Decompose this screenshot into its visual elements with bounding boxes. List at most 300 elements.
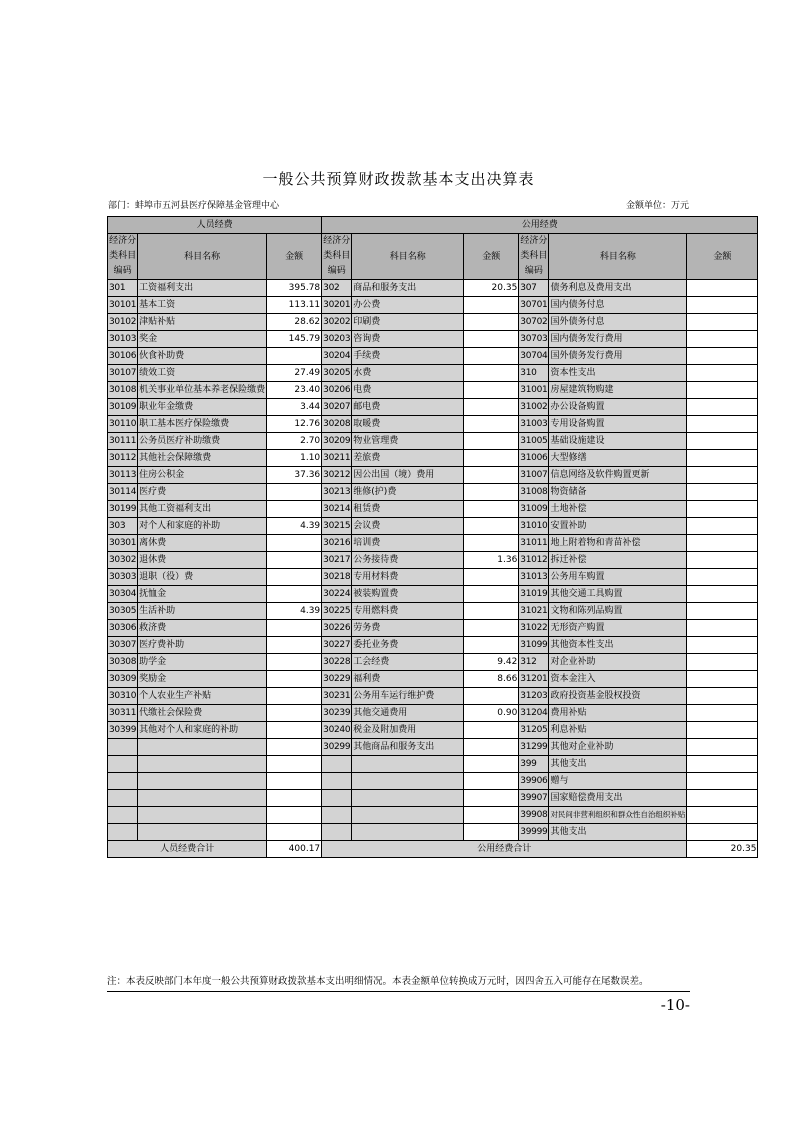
cell-code-3: 31006 bbox=[519, 450, 549, 467]
cell-code-2: 30227 bbox=[322, 637, 352, 654]
cell-code-3: 30704 bbox=[519, 348, 549, 365]
cell-name-3: 拆迁补偿 bbox=[549, 552, 687, 569]
cell-name-2: 工会经费 bbox=[352, 654, 464, 671]
cell-name-1 bbox=[138, 824, 267, 841]
header-amount-2: 金额 bbox=[464, 234, 519, 280]
cell-code-2: 30211 bbox=[322, 450, 352, 467]
cell-code-2: 30226 bbox=[322, 620, 352, 637]
cell-code-3: 31007 bbox=[519, 467, 549, 484]
cell-amount-3 bbox=[687, 654, 758, 671]
header-code-1: 经济分类科目编码 bbox=[108, 234, 138, 280]
cell-name-2: 公务用车运行维护费 bbox=[352, 688, 464, 705]
table-row bbox=[108, 399, 758, 416]
cell-code-3: 312 bbox=[519, 654, 549, 671]
cell-code-1 bbox=[108, 739, 138, 756]
cell-amount-2 bbox=[464, 620, 519, 637]
cell-code-2: 30240 bbox=[322, 722, 352, 739]
cell-name-1: 对个人和家庭的补助 bbox=[138, 518, 267, 535]
cell-code-1: 30309 bbox=[108, 671, 138, 688]
cell-name-1 bbox=[138, 790, 267, 807]
table-row bbox=[108, 348, 758, 365]
cell-code-3: 31201 bbox=[519, 671, 549, 688]
cell-name-1: 退职（役）费 bbox=[138, 569, 267, 586]
cell-code-1: 30311 bbox=[108, 705, 138, 722]
cell-code-1: 303 bbox=[108, 518, 138, 535]
cell-code-2: 30208 bbox=[322, 416, 352, 433]
cell-amount-1: 4.39 bbox=[267, 518, 322, 535]
cell-code-2: 302 bbox=[322, 280, 352, 297]
cell-amount-2: 8.66 bbox=[464, 671, 519, 688]
cell-code-3: 31204 bbox=[519, 705, 549, 722]
cell-name-1 bbox=[138, 756, 267, 773]
cell-code-1: 30111 bbox=[108, 433, 138, 450]
cell-amount-1: 113.11 bbox=[267, 297, 322, 314]
cell-name-3: 土地补偿 bbox=[549, 501, 687, 518]
cell-amount-1 bbox=[267, 348, 322, 365]
cell-name-3: 其他支出 bbox=[549, 824, 687, 841]
cell-code-1: 30301 bbox=[108, 535, 138, 552]
table-row bbox=[108, 654, 758, 671]
cell-amount-2 bbox=[464, 739, 519, 756]
cell-name-1: 生活补助 bbox=[138, 603, 267, 620]
cell-name-2 bbox=[352, 790, 464, 807]
cell-code-1: 30107 bbox=[108, 365, 138, 382]
cell-name-3: 对企业补助 bbox=[549, 654, 687, 671]
cell-amount-1 bbox=[267, 756, 322, 773]
cell-code-2: 30207 bbox=[322, 399, 352, 416]
cell-name-2: 电费 bbox=[352, 382, 464, 399]
cell-amount-3 bbox=[687, 518, 758, 535]
personnel-total-value: 400.17 bbox=[267, 841, 322, 858]
cell-code-2: 30228 bbox=[322, 654, 352, 671]
cell-name-1: 医疗费 bbox=[138, 484, 267, 501]
table-row bbox=[108, 705, 758, 722]
cell-name-1: 机关事业单位基本养老保险缴费 bbox=[138, 382, 267, 399]
cell-name-1: 抚恤金 bbox=[138, 586, 267, 603]
cell-name-2: 取暖费 bbox=[352, 416, 464, 433]
section-personnel: 人员经费 bbox=[108, 217, 322, 234]
cell-name-2: 因公出国（境）费用 bbox=[352, 467, 464, 484]
cell-code-2: 30218 bbox=[322, 569, 352, 586]
cell-code-1: 30106 bbox=[108, 348, 138, 365]
cell-amount-1 bbox=[267, 807, 322, 824]
cell-name-3: 其他对企业补助 bbox=[549, 739, 687, 756]
table-row bbox=[108, 824, 758, 841]
cell-name-2: 印刷费 bbox=[352, 314, 464, 331]
table-row bbox=[108, 671, 758, 688]
cell-name-3: 对民间非营利组织和群众性自治组织补贴 bbox=[549, 807, 687, 824]
cell-amount-3 bbox=[687, 450, 758, 467]
cell-amount-3 bbox=[687, 807, 758, 824]
cell-amount-1: 28.62 bbox=[267, 314, 322, 331]
cell-name-1 bbox=[138, 807, 267, 824]
cell-code-1: 30302 bbox=[108, 552, 138, 569]
cell-name-2: 其他商品和服务支出 bbox=[352, 739, 464, 756]
cell-amount-3 bbox=[687, 399, 758, 416]
cell-amount-3 bbox=[687, 824, 758, 841]
cell-code-2: 30231 bbox=[322, 688, 352, 705]
cell-name-2 bbox=[352, 756, 464, 773]
cell-amount-2 bbox=[464, 688, 519, 705]
cell-name-2: 其他交通费用 bbox=[352, 705, 464, 722]
cell-code-2: 30204 bbox=[322, 348, 352, 365]
cell-name-2: 福利费 bbox=[352, 671, 464, 688]
cell-code-2 bbox=[322, 790, 352, 807]
cell-amount-3 bbox=[687, 603, 758, 620]
cell-name-3: 专用设备购置 bbox=[549, 416, 687, 433]
cell-name-2: 手续费 bbox=[352, 348, 464, 365]
cell-amount-2 bbox=[464, 331, 519, 348]
cell-name-2: 委托业务费 bbox=[352, 637, 464, 654]
cell-code-1: 30303 bbox=[108, 569, 138, 586]
cell-name-3: 公务用车购置 bbox=[549, 569, 687, 586]
cell-code-3: 31008 bbox=[519, 484, 549, 501]
cell-amount-2 bbox=[464, 569, 519, 586]
cell-code-3: 399 bbox=[519, 756, 549, 773]
cell-code-2: 30239 bbox=[322, 705, 352, 722]
cell-amount-1 bbox=[267, 722, 322, 739]
cell-amount-3 bbox=[687, 416, 758, 433]
table-row bbox=[108, 603, 758, 620]
cell-name-1: 医疗费补助 bbox=[138, 637, 267, 654]
cell-amount-3 bbox=[687, 790, 758, 807]
table-row bbox=[108, 467, 758, 484]
cell-code-3: 31010 bbox=[519, 518, 549, 535]
cell-amount-1 bbox=[267, 501, 322, 518]
cell-name-2: 专用材料费 bbox=[352, 569, 464, 586]
cell-amount-1: 1.10 bbox=[267, 450, 322, 467]
cell-name-3: 利息补贴 bbox=[549, 722, 687, 739]
cell-code-1: 30103 bbox=[108, 331, 138, 348]
table-row bbox=[108, 807, 758, 824]
header-amount-1: 金额 bbox=[267, 234, 322, 280]
table-row bbox=[108, 416, 758, 433]
cell-name-1 bbox=[138, 739, 267, 756]
cell-code-1: 301 bbox=[108, 280, 138, 297]
header-code-2: 经济分类科目编码 bbox=[322, 234, 352, 280]
table-row bbox=[108, 382, 758, 399]
cell-name-3: 国家赔偿费用支出 bbox=[549, 790, 687, 807]
cell-amount-3 bbox=[687, 314, 758, 331]
cell-amount-1: 395.78 bbox=[267, 280, 322, 297]
cell-amount-1: 3.44 bbox=[267, 399, 322, 416]
cell-code-3: 31099 bbox=[519, 637, 549, 654]
cell-name-2 bbox=[352, 824, 464, 841]
cell-amount-1: 2.70 bbox=[267, 433, 322, 450]
cell-code-3: 39906 bbox=[519, 773, 549, 790]
cell-code-1: 30113 bbox=[108, 467, 138, 484]
cell-amount-1 bbox=[267, 552, 322, 569]
cell-amount-2 bbox=[464, 365, 519, 382]
cell-code-3: 31005 bbox=[519, 433, 549, 450]
cell-code-2: 30201 bbox=[322, 297, 352, 314]
cell-amount-3 bbox=[687, 705, 758, 722]
cell-code-2: 30229 bbox=[322, 671, 352, 688]
cell-amount-3 bbox=[687, 348, 758, 365]
cell-name-1: 退休费 bbox=[138, 552, 267, 569]
cell-name-1: 公务员医疗补助缴费 bbox=[138, 433, 267, 450]
cell-name-3: 文物和陈列品购置 bbox=[549, 603, 687, 620]
table-row bbox=[108, 790, 758, 807]
cell-name-1: 职工基本医疗保险缴费 bbox=[138, 416, 267, 433]
cell-amount-3 bbox=[687, 365, 758, 382]
table-row bbox=[108, 518, 758, 535]
cell-name-1: 离休费 bbox=[138, 535, 267, 552]
unit-label: 金额单位：万元 bbox=[625, 201, 689, 211]
cell-name-2: 会议费 bbox=[352, 518, 464, 535]
table-row bbox=[108, 552, 758, 569]
table-row bbox=[108, 365, 758, 382]
cell-code-3: 31001 bbox=[519, 382, 549, 399]
cell-code-1: 30310 bbox=[108, 688, 138, 705]
cell-amount-2 bbox=[464, 807, 519, 824]
cell-amount-2 bbox=[464, 586, 519, 603]
cell-amount-1: 27.49 bbox=[267, 365, 322, 382]
cell-amount-2 bbox=[464, 314, 519, 331]
cell-amount-3 bbox=[687, 501, 758, 518]
cell-amount-1: 23.40 bbox=[267, 382, 322, 399]
table-row bbox=[108, 331, 758, 348]
cell-name-2 bbox=[352, 773, 464, 790]
cell-code-2: 30213 bbox=[322, 484, 352, 501]
cell-code-1: 30307 bbox=[108, 637, 138, 654]
cell-code-1: 30112 bbox=[108, 450, 138, 467]
cell-name-3: 地上附着物和青苗补偿 bbox=[549, 535, 687, 552]
cell-amount-2 bbox=[464, 637, 519, 654]
table-row bbox=[108, 688, 758, 705]
cell-amount-1 bbox=[267, 569, 322, 586]
cell-name-3: 资本金注入 bbox=[549, 671, 687, 688]
cell-code-2 bbox=[322, 807, 352, 824]
cell-amount-2 bbox=[464, 382, 519, 399]
cell-code-1: 30114 bbox=[108, 484, 138, 501]
footnote: 注：本表反映部门本年度一般公共预算财政拨款基本支出明细情况。本表金额单位转换成万元时，因四舍五入可能存在尾数误差。 bbox=[107, 974, 690, 992]
cell-amount-3 bbox=[687, 586, 758, 603]
table-row bbox=[108, 501, 758, 518]
cell-amount-2: 20.35 bbox=[464, 280, 519, 297]
cell-amount-1: 37.36 bbox=[267, 467, 322, 484]
header-name-3: 科目名称 bbox=[549, 234, 687, 280]
personnel-total-label: 人员经费合计 bbox=[108, 841, 267, 858]
cell-amount-2 bbox=[464, 450, 519, 467]
cell-name-3: 赠与 bbox=[549, 773, 687, 790]
cell-name-1: 职业年金缴费 bbox=[138, 399, 267, 416]
section-public: 公用经费 bbox=[322, 217, 758, 234]
cell-code-1: 30199 bbox=[108, 501, 138, 518]
cell-name-3: 国内债务发行费用 bbox=[549, 331, 687, 348]
cell-name-2: 专用燃料费 bbox=[352, 603, 464, 620]
cell-code-1 bbox=[108, 790, 138, 807]
cell-amount-3 bbox=[687, 773, 758, 790]
cell-code-1: 30101 bbox=[108, 297, 138, 314]
cell-code-3: 39999 bbox=[519, 824, 549, 841]
cell-name-2: 办公费 bbox=[352, 297, 464, 314]
cell-name-2: 税金及附加费用 bbox=[352, 722, 464, 739]
cell-amount-2: 9.42 bbox=[464, 654, 519, 671]
cell-name-2: 水费 bbox=[352, 365, 464, 382]
cell-name-3: 办公设备购置 bbox=[549, 399, 687, 416]
cell-code-2: 30215 bbox=[322, 518, 352, 535]
cell-amount-2 bbox=[464, 467, 519, 484]
cell-code-3: 310 bbox=[519, 365, 549, 382]
cell-name-2: 培训费 bbox=[352, 535, 464, 552]
cell-code-2: 30203 bbox=[322, 331, 352, 348]
cell-name-1: 助学金 bbox=[138, 654, 267, 671]
cell-name-2: 物业管理费 bbox=[352, 433, 464, 450]
cell-amount-3 bbox=[687, 467, 758, 484]
cell-code-3: 307 bbox=[519, 280, 549, 297]
cell-name-2: 商品和服务支出 bbox=[352, 280, 464, 297]
cell-name-1: 住房公积金 bbox=[138, 467, 267, 484]
cell-code-1: 30308 bbox=[108, 654, 138, 671]
cell-code-2: 30212 bbox=[322, 467, 352, 484]
table-row bbox=[108, 569, 758, 586]
cell-name-3: 其他支出 bbox=[549, 756, 687, 773]
cell-name-3: 其他资本性支出 bbox=[549, 637, 687, 654]
table-row bbox=[108, 756, 758, 773]
cell-amount-1 bbox=[267, 654, 322, 671]
cell-code-3: 31021 bbox=[519, 603, 549, 620]
table-row bbox=[108, 620, 758, 637]
cell-name-1 bbox=[138, 773, 267, 790]
cell-amount-2 bbox=[464, 603, 519, 620]
cell-amount-3 bbox=[687, 739, 758, 756]
cell-code-2: 30224 bbox=[322, 586, 352, 603]
cell-code-2: 30225 bbox=[322, 603, 352, 620]
page-number: -10- bbox=[660, 996, 690, 1014]
cell-name-2: 邮电费 bbox=[352, 399, 464, 416]
cell-code-1: 30306 bbox=[108, 620, 138, 637]
cell-amount-1 bbox=[267, 790, 322, 807]
cell-code-2: 30205 bbox=[322, 365, 352, 382]
cell-name-1: 绩效工资 bbox=[138, 365, 267, 382]
cell-code-3: 30702 bbox=[519, 314, 549, 331]
cell-amount-3 bbox=[687, 569, 758, 586]
header-amount-3: 金额 bbox=[687, 234, 758, 280]
cell-amount-3 bbox=[687, 535, 758, 552]
cell-amount-2 bbox=[464, 518, 519, 535]
cell-code-3: 39908 bbox=[519, 807, 549, 824]
cell-name-1: 津贴补贴 bbox=[138, 314, 267, 331]
cell-code-2 bbox=[322, 773, 352, 790]
cell-amount-2 bbox=[464, 348, 519, 365]
cell-code-3: 30701 bbox=[519, 297, 549, 314]
table-row bbox=[108, 297, 758, 314]
cell-amount-1 bbox=[267, 484, 322, 501]
cell-code-3: 31022 bbox=[519, 620, 549, 637]
cell-amount-3 bbox=[687, 722, 758, 739]
table-row bbox=[108, 586, 758, 603]
cell-amount-2 bbox=[464, 756, 519, 773]
table-row bbox=[108, 433, 758, 450]
cell-amount-3 bbox=[687, 671, 758, 688]
cell-code-3: 31009 bbox=[519, 501, 549, 518]
cell-code-2: 30214 bbox=[322, 501, 352, 518]
cell-name-1: 奖励金 bbox=[138, 671, 267, 688]
cell-amount-2 bbox=[464, 773, 519, 790]
cell-name-3: 国外债务发行费用 bbox=[549, 348, 687, 365]
cell-amount-1 bbox=[267, 637, 322, 654]
cell-amount-2 bbox=[464, 790, 519, 807]
cell-amount-2: 1.36 bbox=[464, 552, 519, 569]
cell-name-3: 信息网络及软件购置更新 bbox=[549, 467, 687, 484]
cell-code-3: 31002 bbox=[519, 399, 549, 416]
cell-amount-1: 4.39 bbox=[267, 603, 322, 620]
cell-amount-3 bbox=[687, 688, 758, 705]
cell-amount-3 bbox=[687, 433, 758, 450]
cell-name-2: 劳务费 bbox=[352, 620, 464, 637]
cell-name-1: 代缴社会保险费 bbox=[138, 705, 267, 722]
cell-name-3: 物资储备 bbox=[549, 484, 687, 501]
cell-code-1: 30305 bbox=[108, 603, 138, 620]
header-name-1: 科目名称 bbox=[138, 234, 267, 280]
cell-amount-3 bbox=[687, 331, 758, 348]
department-label: 部门：蚌埠市五河县医疗保障基金管理中心 bbox=[108, 201, 280, 211]
cell-amount-1: 12.76 bbox=[267, 416, 322, 433]
cell-name-3: 债务利息及费用支出 bbox=[549, 280, 687, 297]
cell-code-2: 30299 bbox=[322, 739, 352, 756]
cell-amount-2 bbox=[464, 416, 519, 433]
cell-name-3: 国内债务付息 bbox=[549, 297, 687, 314]
cell-amount-1 bbox=[267, 535, 322, 552]
cell-name-2: 租赁费 bbox=[352, 501, 464, 518]
cell-code-3: 39907 bbox=[519, 790, 549, 807]
table-row bbox=[108, 280, 758, 297]
cell-name-2 bbox=[352, 807, 464, 824]
cell-code-3: 30703 bbox=[519, 331, 549, 348]
cell-amount-1 bbox=[267, 705, 322, 722]
cell-code-3: 31003 bbox=[519, 416, 549, 433]
cell-name-3: 基础设施建设 bbox=[549, 433, 687, 450]
cell-code-1: 30304 bbox=[108, 586, 138, 603]
cell-amount-2 bbox=[464, 433, 519, 450]
cell-name-1: 基本工资 bbox=[138, 297, 267, 314]
cell-amount-1 bbox=[267, 671, 322, 688]
totals-row bbox=[108, 841, 758, 858]
cell-name-2: 公务接待费 bbox=[352, 552, 464, 569]
cell-name-3: 国外债务付息 bbox=[549, 314, 687, 331]
cell-amount-3 bbox=[687, 637, 758, 654]
cell-amount-3 bbox=[687, 620, 758, 637]
cell-name-1: 伙食补助费 bbox=[138, 348, 267, 365]
public-total-label: 公用经费合计 bbox=[322, 841, 687, 858]
cell-code-2 bbox=[322, 756, 352, 773]
cell-amount-3 bbox=[687, 382, 758, 399]
cell-code-1: 30102 bbox=[108, 314, 138, 331]
cell-code-1: 30110 bbox=[108, 416, 138, 433]
cell-amount-2 bbox=[464, 722, 519, 739]
cell-amount-2 bbox=[464, 399, 519, 416]
cell-code-3: 31299 bbox=[519, 739, 549, 756]
cell-name-2: 咨询费 bbox=[352, 331, 464, 348]
cell-amount-2 bbox=[464, 824, 519, 841]
table-row bbox=[108, 773, 758, 790]
header-name-2: 科目名称 bbox=[352, 234, 464, 280]
cell-code-2 bbox=[322, 824, 352, 841]
cell-amount-2: 0.90 bbox=[464, 705, 519, 722]
cell-name-1: 其他社会保障缴费 bbox=[138, 450, 267, 467]
cell-name-3: 安置补助 bbox=[549, 518, 687, 535]
cell-name-2: 差旅费 bbox=[352, 450, 464, 467]
cell-amount-2 bbox=[464, 535, 519, 552]
cell-amount-2 bbox=[464, 484, 519, 501]
cell-name-3: 无形资产购置 bbox=[549, 620, 687, 637]
cell-amount-2 bbox=[464, 501, 519, 518]
cell-amount-1: 145.79 bbox=[267, 331, 322, 348]
cell-amount-1 bbox=[267, 586, 322, 603]
table-row bbox=[108, 535, 758, 552]
table-row bbox=[108, 484, 758, 501]
